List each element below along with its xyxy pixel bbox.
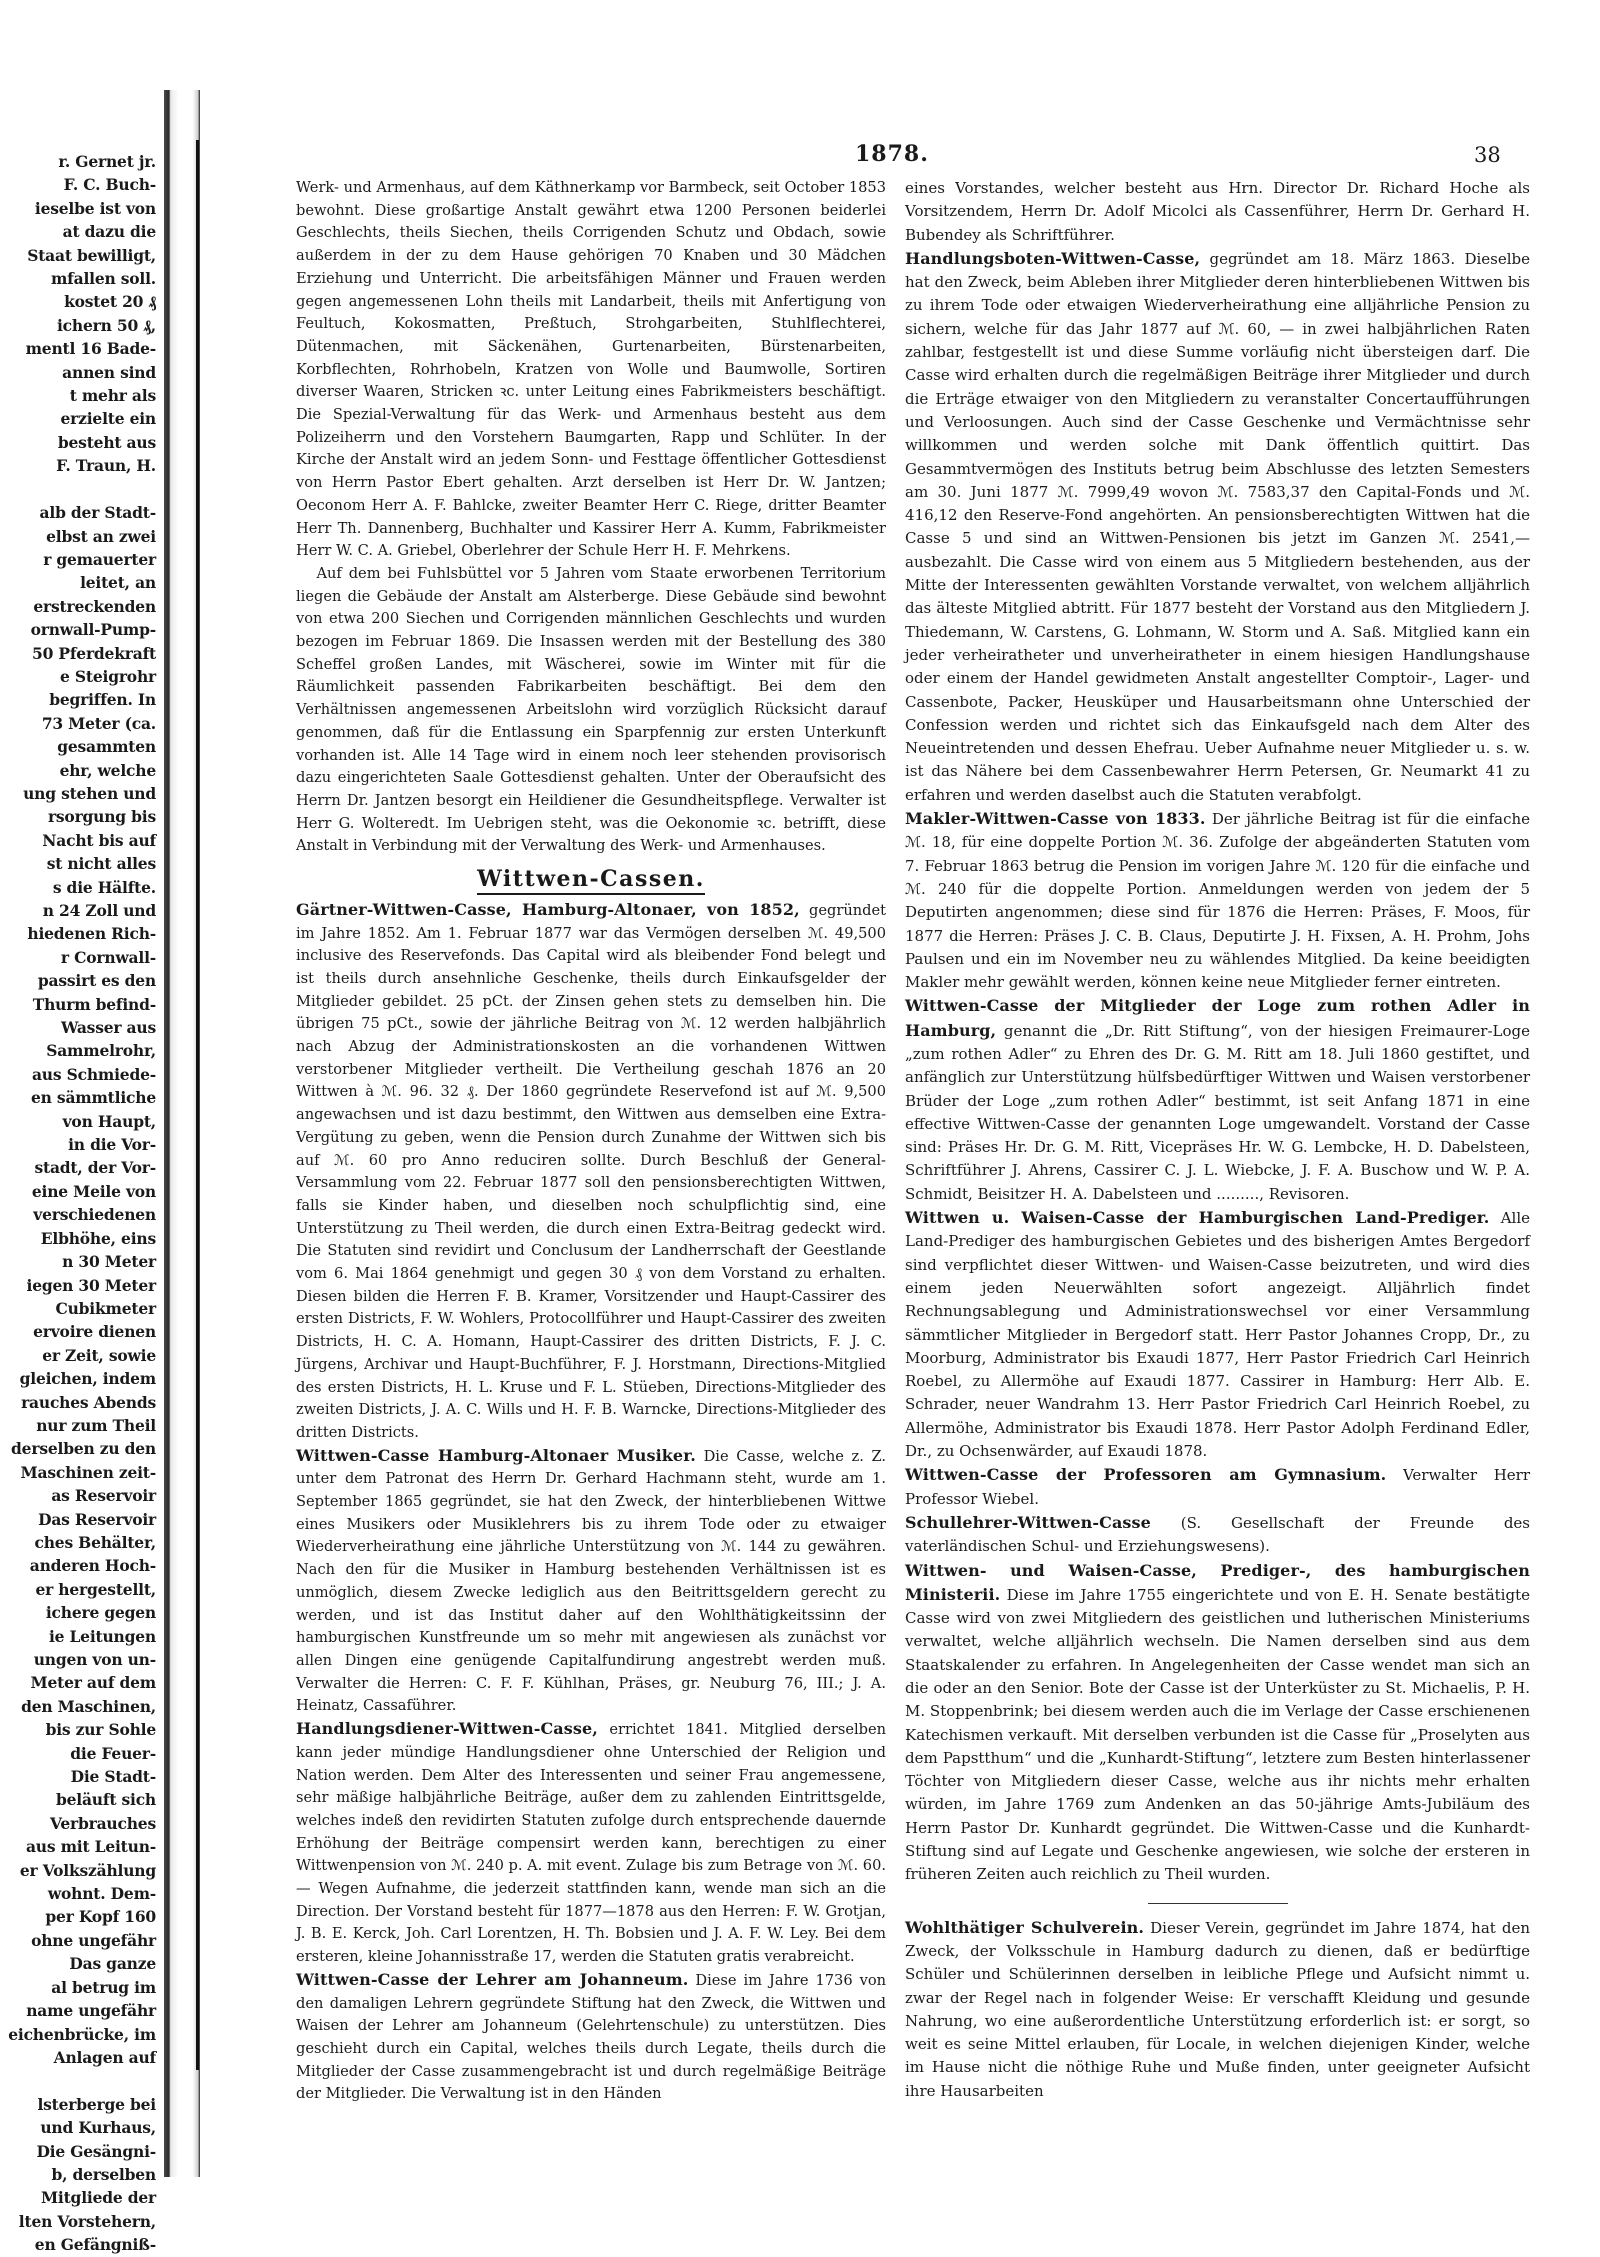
fragment-line: Die Stadt- [70, 1767, 156, 1787]
entry-text: Die Casse, welche z. Z. unter dem Patronat des Herrn Dr. Gerhard Hachmann steht, wurde am 1. September 1865 gegründet, sie hat den Zweck, der hinterbliebenen Wittwe eines Musikers oder Musiklehrers bis zu ihrem Tode oder zu etwaiger Wiederverheirathung eine jährliche Unterstützung von ℳ. 144 zu gewähren. Nach den für die Musiker in Hamburg bestehenden Verhältnissen ist es unmöglich, diesem Zwecke lediglich aus den Beitrittsgeldern gerecht zu werden, und ist das Institut daher auf den Wohlthätigkeitssinn der hamburgischen Kunstfreunde um so mehr mit angewiesen als zunächst vor allen Dingen eine genügende Capitalfundirung angestrebt werden muß. Verwalter die Herren: C. F. F. Kühlhan, Präses, gr. Neuburg 76, III.; J. A. Heinatz, Cassaführer. [296, 1447, 887, 1715]
gutter-edge [196, 140, 199, 2070]
entry-text: gegründet im Jahre 1852. Am 1. Februar 1877 war das Vermögen derselben ℳ. 49,500 inclusive des Reservefonds. Das Capital wird als bleibender Fond belegt und ist theils durch ansehnliche Geschenke, theils durch Einkaufsgelder der Mitglieder gebildet. 25 pCt. der Zinsen gehen stets zu demselben hin. Die übrigen 75 pCt., sowie der jährliche Beitrag von ℳ. 12 werden halbjährlich nach Abzug der Administrationskosten an die vorhandenen Wittwen verstorbener Mitglieder vertheilt. Die Vertheilung geschah 1876 an 20 Wittwen à ℳ. 96. 32 ₰. Der 1860 gegründete Reservefond ist auf ℳ. 9,500 angewachsen und ist dazu bestimmt, den Wittwen aus demselben eine Extra-Vergütung zu geben, wenn die Pension durch Zunahme der Wittwen sich bis auf ℳ. 60 pro Anno reduciren sollte. Durch Beschluß der General-Versammlung vom 22. Februar 1877 soll den pensionsberechtigten Wittwen, falls sie Kinder haben, und dieselben noch schulpflichtig sind, eine Unterstützung zu Theil werden, die durch einen Extra-Beitrag gedeckt wird. Die Statuten sind revidirt und Conclusum der Landherrschaft der Geestlande vom 6. Mai 1864 genehmigt und gegen 30 ₰ von dem Vorstand zu erhalten. Diesen bilden die Herren F. B. Kramer, Vorsitzender und Haupt-Cassirer des ersten Districts, F. W. Wohlers, Protocollführer und Haupt-Cassirer des zweiten Districts, H. C. A. Homann, Haupt-Cassirer des dritten Districts, F. J. C. Jürgens, Archivar und Haupt-Buchführer, F. J. Horstmann, Directions-Mitglied des ersten Districts, H. L. Kruse und F. L. Stüeben, Directions-Mitglieder des zweiten Districts, J. A. C. Wills und H. F. B. Warncke, Directions-Mitglieder des dritten Districts. [296, 901, 886, 1441]
entry-heading: Handlungsboten-Wittwen-Casse, [905, 248, 1201, 268]
fragment-line: derselben zu den [11, 1439, 156, 1459]
fragment-line: er hergestellt, [35, 1579, 156, 1599]
entry-text: Verwalter Herr Professor Wiebel. [905, 1466, 1530, 1508]
fragment-line: 73 Meter (ca. [41, 713, 156, 733]
fragment-line: Anlagen auf [53, 2047, 156, 2067]
entry-paragraph [905, 1206, 1530, 1463]
entry-heading: Wittwen- und Waisen-Casse, Prediger-, des hamburgischen Ministerii. [905, 1560, 1530, 1604]
fragment-line: Staat bewilligt, [27, 245, 156, 265]
fragment-line: Meter auf dem [30, 1673, 156, 1693]
fragment-line: verschiedenen [33, 1205, 156, 1225]
fragment-line: Elbhöhe, eins [40, 1228, 156, 1248]
fragment-line: gesammten [57, 737, 156, 757]
fragment-line: Maschinen zeit- [20, 1462, 156, 1482]
fragment-line: alb der Stadt- [39, 503, 156, 523]
fragment-line: aus mit Leitun- [25, 1837, 156, 1857]
fragment-line: n 24 Zoll und [42, 901, 156, 920]
fragment-line: ungen von un- [33, 1650, 156, 1669]
fragment-line: st nicht alles [46, 854, 156, 874]
entry-list [905, 247, 1530, 1887]
entry-heading: Wittwen-Casse der Mitglieder der Loge zum rothen Adler in Hamburg, [905, 996, 1530, 1040]
fragment-line: Verbrauches [49, 1813, 156, 1833]
left-text-column [296, 177, 886, 2106]
fragment-line: die Feuer- [70, 1743, 156, 1763]
fragment-line: leitet, an [80, 573, 156, 593]
fragment-line: iegen 30 Meter [26, 1275, 156, 1295]
fragment-line: F. C. Buch- [63, 175, 156, 195]
fragment-line: ornwall-Pump- [30, 620, 156, 640]
entry-heading: Gärtner-Wittwen-Casse, Hamburg-Altonaer, von 1852, [296, 899, 800, 919]
fragment-line: ohne ungefähr [31, 1930, 156, 1950]
entry-heading: Wittwen u. Waisen-Casse der Hamburgischen Land-Prediger. [905, 1208, 1490, 1228]
fragment-line: ches Behälter, [34, 1532, 156, 1552]
fragment-line: at dazu die [62, 222, 156, 242]
fragment-line: Wasser aus [60, 1018, 156, 1038]
fragment-line: ichere gegen [45, 1603, 156, 1623]
entry-text: Dieser Verein, gegründet im Jahre 1874, hat den Zweck, der Volksschule in Hamburg dadurch zu dienen, daß er bedürftige Schüler und Schülerinnen derselben in leibliche Pflege und Aufsicht nimmt u. zwar der Regel nach in folgender Weise: Er verschafft Kleidung und gesunde Nahrung, wo eine außerordentliche Unterstützung erforderlich ist: er sorgt, so weit es seine Mittel erlauben, für Locale, in welchen diejenigen Kinder, welche im Hause nicht die nöthige Ruhe und Muße finden, unter geeigneter Aufsicht ihre Hausarbeiten [905, 1918, 1530, 2100]
facing-page-fragment [0, 150, 160, 2255]
fragment-line: ieselbe ist von [34, 198, 156, 218]
entry-paragraph [905, 1463, 1530, 1511]
entry-text: Alle Land-Prediger des hamburgischen Gebietes und des bisherigen Amtes Bergedorf sind verpflichtet dieser Wittwen- und Waisen-Casse beizutreten, und wird dies einem jeden Neuerwählten sofort angezeigt. Alljährlich findet Rechnungsablegung und Administrationswechsel vor einer Versammlung sämmtlicher Mitglieder in Bergedorf statt. Herr Pastor Johannes Cropp, Dr., zu Moorburg, Administrator bis Exaudi 1877, Herr Pastor Friedrich Carl Heinrich Roebel, zu Allermöhe auf Exaudi 1877. Cassirer in Hamburg: Herr Alb. E. Schrader, neuer Wandrahm 13. Herr Pastor Friedrich Carl Heinrich Roebel, zu Allermöhe, Administrator bis Exaudi 1878. Herr Pastor Adolph Ferdinand Edler, Dr., zu Ochsenwärder, auf Exaudi 1878. [905, 1209, 1530, 1461]
fragment-line: ervoire dienen [33, 1322, 156, 1342]
section-title-text: Wittwen-Cassen. [477, 866, 705, 895]
entry-paragraph [296, 899, 886, 1445]
fragment-line: er Zeit, sowie [42, 1345, 156, 1365]
fragment-line: erstreckenden [33, 596, 156, 616]
fragment-line: annen sind [62, 362, 156, 382]
entry-paragraph [905, 807, 1530, 994]
entry-text: gegründet am 18. März 1863. Dieselbe hat den Zweck, beim Ableben ihrer Mitglieder deren hinterbliebenen Wittwen bis zu ihrem Tode oder etwaigen Wiederverheirathung eine alljährliche Pension zu sichern, welche für das Jahr 1877 auf ℳ. 60, — in zwei halbjährlichen Raten zahlbar, festgestellt ist und diese Summe vorläufig nicht übersteigen darf. Die Casse wird erhalten durch die regelmäßigen Beiträge ihrer Mitglieder und durch die Erträge etwaiger von den Mitgliedern zu veranstalter Concertaufführungen und Verloosungen. Auch sind der Casse Geschenke und Vermächtnisse sehr willkommen und werden solche mit Dank öffentlich quittirt. Das Gesammtvermögen des Instituts betrug beim Abschlusse des letzten Semesters am 30. Juni 1877 ℳ. 7999,49 wovon ℳ. 7583,37 den Capital-Fonds und ℳ. 416,12 den Reserve-Fond angehörten. An pensionsberechtigten Wittwen hat die Casse 5 und sind an Wittwen-Pensionen bis jetzt im Ganzen ℳ. 2541,— ausbezahlt. Die Casse wird von einem aus 5 Mitgliedern bestehenden, aus der Mitte der Interessenten gewählten Vorstande verwaltet, von welchem alljährlich das älteste Mitglied abtritt. Für 1877 besteht der Vorstand aus den Mitgliedern J. Thiedemann, W. Carstens, G. Lohmann, W. Storm und A. Saß. Mitglied kann ein jeder verheiratheter und unverheiratheter in einem hiesigen Handlungshause oder einem der Handel gewidmeten Anstalt angestellter Comptoir-, Lager- und Cassenbote, Packer, Heusküper und Hausarbeitsmann ohne Unterschied der Confession werden und richtet sich das Einkaufsgeld nach dem Alter des Neueintretenden und dessen Ehefrau. Ueber Aufnahme neuer Mitglieder u. s. w. ist das Nähere bei dem Cassenbewahrer Herrn Petersen, Gr. Neumarkt 41 zu erfahren und werden daselbst auch die Statuten verabfolgt. [905, 249, 1530, 804]
fragment-line: r gemauerter [43, 549, 156, 569]
entry-paragraph [296, 1969, 886, 2106]
fragment-line: s die Hälfte. [52, 877, 156, 897]
entry-text: errichtet 1841. Mitglied derselben kann jeder mündige Handlungsdiener ohne Unterschied der Religion und Nation werden. Dem Alter des Interessenten und seiner Frau angemessene, sehr mäßige halbjährliche Beiträge, außer dem zu zahlenden Eintrittsgelde, welches indeß den revidirten Statuten zufolge durch entsprechende dauernde Erhöhung der Beiträge compensirt werden kann, berechtigen zu einer Wittwenpension von ℳ. 240 p. A. mit event. Zulage bis zum Betrage von ℳ. 60. — Wegen Aufnahme, die jederzeit stattfinden kann, wende man sich an die Direction. Der Vorstand besteht für 1877—1878 aus den Herren: F. W. Grotjan, J. B. E. Kerck, Joh. Carl Lorentzen, H. Th. Bobsien und J. A. F. W. Ley. Bei dem ersteren, kleine Johannisstraße 17, werden die Statuten gratis verabreicht. [296, 1721, 887, 1966]
entry-text: Diese im Jahre 1736 von den damaligen Lehrern gegründete Stiftung hat den Zweck, die Wittwen und Waisen der Lehrer am Johanneum (Gelehrtenschule) zu unterstützen. Dies geschieht durch ein Capital, welches theils durch Legate, theils durch die Mitglieder der Casse zusammengebracht ist und durch regelmäßige Beiträge der Mitglieder. Die Verwaltung ist in den Händen [296, 1971, 887, 2103]
fragment-line: eine Meile von [31, 1181, 156, 1201]
fragment-line: den Maschinen, [21, 1696, 156, 1716]
fragment-line: Das Reservoir [38, 1509, 156, 1529]
fragment-line: as Reservoir [51, 1486, 156, 1506]
entry-heading: Wittwen-Casse der Professoren am Gymnasium. [905, 1465, 1387, 1485]
fragment-line: von Haupt, [62, 1111, 156, 1131]
entry-heading: Wohlthätiger Schulverein. [905, 1917, 1145, 1937]
entry-paragraph [296, 1718, 886, 1969]
fragment-line: e Steigrohr [60, 666, 156, 686]
fragment-line: ichern 50 ₰, [56, 315, 156, 335]
fragment-line: er Volkszählung [19, 1860, 156, 1880]
fragment-line: aus Schmiede- [31, 1064, 156, 1084]
fragment-line: hiedenen Rich- [27, 924, 156, 944]
fragment-line: name ungefähr [26, 2001, 156, 2021]
entry-paragraph [296, 1445, 886, 1718]
entry-paragraph [905, 247, 1530, 807]
fragment-line: in die Vor- [68, 1135, 156, 1155]
entry-text: (S. Gesellschaft der Freunde des vaterländischen Schul- und Erziehungswesens). [905, 1513, 1530, 1556]
fragment-line: rsorgung bis [47, 807, 156, 827]
fragment-line: Mitgliede der [40, 2188, 156, 2208]
fragment-line: beläuft sich [55, 1790, 156, 1810]
fragment-line: en sämmtliche [30, 1088, 156, 1108]
fragment-line: ie Leitungen [48, 1626, 156, 1646]
separator-rule [1148, 1903, 1288, 1904]
entry-paragraph [905, 1511, 1530, 1559]
entry-heading: Handlungsdiener-Wittwen-Casse, [296, 1719, 598, 1739]
entry-text: Diese im Jahre 1755 eingerichtete und von E. H. Senate bestätigte Casse wird von zwei Mitgliedern des geistlichen und lutherischen Ministeriums verwaltet, welche alljährlich wechseln. Die Namen derselben sind aus dem Staatskalender zu erfahren. In Angelegenheiten der Casse wendet man sich an die oder an den Senior. Bote der Casse ist der Unterküster zu St. Michaelis, P. H. M. Stoppenbrink; bei diesem werden auch die im Verlage der Casse erschienenen Katechismen verkauft. Mit derselben verbunden ist die Casse für „Proselyten aus dem Papstthum“ und die „Kunhardt-Stiftung“, letztere zum Besten hinterlassener Töchter von Mitgliedern dieser Casse, welche aus ihr nichts mehr erhalten würden, im Jahre 1769 zum Andenken an das 50-jährige Amts-Jubiläum des Herrn Pastor Dr. Kunhardt gegründet. Die Wittwen-Casse und die Kunhardt-Stiftung sind auf Legate und Geschenke angewiesen, wie solche der ersteren in früheren Zeiten auch reichlich zu Theil wurden. [905, 1585, 1530, 1884]
fragment-line: b, derselben [51, 2164, 156, 2184]
fragment-line: bis zur Sohle [45, 1720, 156, 1740]
fragment-line: wohnt. Dem- [47, 1884, 156, 1904]
fragment-line: erzielte ein [60, 409, 156, 429]
intro-paragraph: Auf dem bei Fuhlsbüttel vor 5 Jahren vom Staate erworbenen Territorium liegen die Gebäude der Anstalt am Alsterberge. Diese Gebäude sind bewohnt von etwa 200 Siechen und Corrigenden männlichen Geschlechts und wurden bezogen im Februar 1869. Die Insassen werden mit der Bestellung des 380 Scheffel großen Landes, mit Wäscherei, sowie im Winter mit für die Räumlichkeit passenden Fabrikarbeiten beschäftigt. Bei dem den Verhältnissen angemessenen Arbeitslohn wird vorzüglich Rücksicht darauf genommen, daß für die Entlassung ein Sparpfennig zur ersten Unterkunft vorhanden ist. Alle 14 Tage wird in einem noch leer stehenden provisorisch dazu eingerichteten Saale Gottesdienst gehalten. Unter der Oberaufsicht des Herrn Dr. Jantzen besorgt ein Heildiener die Gesundheitspflege. Verwalter ist Herr G. Wolteredt. Im Uebrigen steht, was die Oekonomie ꝛc. betrifft, diese Anstalt in Verbindung mit der Verwaltung des Werk- und Armenhauses. [296, 564, 886, 855]
fragment-line: lten Vorstehern, [18, 2211, 156, 2231]
fragment-line: gleichen, indem [19, 1369, 156, 1389]
fragment-line: Das ganze [69, 1954, 156, 1974]
fragment-line: r Cornwall- [60, 947, 156, 967]
fragment-line [0, 478, 160, 501]
fragment-line: eichenbrücke, im [8, 2024, 156, 2044]
fragment-line: F. Traun, H. [56, 456, 156, 476]
fragment-line: ehr, welche [59, 760, 156, 780]
fragment-line: ung stehen und [23, 783, 156, 803]
book-gutter [164, 90, 200, 2177]
fragment-line: Nacht bis auf [42, 830, 156, 850]
fragment-line: besteht aus [57, 432, 156, 452]
entry-paragraph [905, 1559, 1530, 1887]
fragment-line: Cubikmeter [55, 1298, 156, 1318]
fragment-line [0, 2069, 160, 2092]
entry-paragraph [905, 994, 1530, 1206]
fragment-line: al betrug im [51, 1977, 156, 1997]
fragment-line: anderen Hoch- [29, 1556, 156, 1576]
entry-list [296, 899, 886, 2106]
fragment-line: 50 Pferdekraft [32, 643, 156, 663]
fragment-line: stadt, der Vor- [34, 1158, 156, 1178]
entry-text: genannt die „Dr. Ritt Stiftung“, von der hiesigen Freimaurer-Loge „zum rothen Adler“ zu Ehren des Dr. G. M. Ritt am 18. Juli 1860 gestiftet, und anfänglich zur Unterstützung hülfsbedürftiger Wittwen und Waisen verstorbener Brüder der Loge „zum rothen Adler“ bestimmt, ist seit Anfang 1871 in eine effective Wittwen-Casse der genannten Loge umgewandelt. Vorstand der Casse sind: Präses Hr. Dr. G. M. Ritt, Vicepräses Hr. W. G. Lembcke, H. D. Dabelsteen, Schriftführer J. Ahrens, Cassirer C. J. L. Wiebcke, J. F. A. Buschow und W. P. A. Schmidt, Beisitzer H. A. Dabelsteen und ........., Revisoren. [905, 1021, 1530, 1203]
fragment-line: per Kopf 160 [45, 1907, 156, 1927]
continuation-paragraph: eines Vorstandes, welcher besteht aus Hrn. Director Dr. Richard Hoche als Vorsitzendem, Herrn Dr. Adolf Micolci als Cassenführer, Herrn Dr. Gerhard H. Bubendey als Schriftführer. [905, 179, 1530, 244]
fragment-line: en Gefängniß- [34, 2235, 156, 2255]
fragment-line: r. Gernet jr. [58, 152, 156, 171]
fragment-line: Thurm befind- [32, 994, 156, 1014]
fragment-line: kostet 20 ₰ [64, 292, 156, 312]
page-number: 38 [1474, 143, 1501, 167]
fragment-line: mfallen soll. [50, 269, 156, 289]
entry-heading: Wittwen-Casse Hamburg-Altonaer Musiker. [296, 1445, 696, 1465]
entry-heading: Makler-Wittwen-Casse von 1833. [905, 809, 1206, 829]
fragment-line: Sammelrohr, [46, 1041, 156, 1061]
fragment-line: Die Gesängni- [36, 2141, 156, 2161]
section-title [296, 868, 886, 891]
right-text-column [905, 177, 1530, 2103]
entry-paragraph [905, 1916, 1530, 2103]
fragment-line: begriffen. In [49, 690, 156, 710]
fragment-line: lsterberge bei [37, 2094, 156, 2114]
entry-heading: Wittwen-Casse der Lehrer am Johanneum. [296, 1969, 689, 1989]
fragment-line: n 30 Meter [62, 1252, 156, 1272]
intro-paragraph: Werk- und Armenhaus, auf dem Käthnerkamp vor Barmbeck, seit October 1853 bewohnt. Diese großartige Anstalt gewährt etwa 1200 Personen beiderlei Geschlechts, theils Siechen, theils Corrigenden Schutz und Obdach, sowie außerdem in der zu dem Hause gehörigen 70 Knaben und 30 Mädchen Erziehung und Unterricht. Die arbeitsfähigen Männer und Frauen werden gegen angemessenen Lohn theils mit Landarbeit, theils mit Anfertigung von Feultuch, Kokosmatten, Preßtuch, Strohgarbeiten, Stuhlflechterei, Dütenmachen, mit Säckenähen, Gurtenarbeiten, Bürstenarbeiten, Korbflechten, Rohrhobeln, Kratzen von Wolle und Baumwolle, Sortiren diverser Waaren, Stricken ꝛc. unter Leitung eines Fabrikmeisters beschäftigt. Die Spezial-Verwaltung für das Werk- und Armenhaus besteht aus dem Polizeiherrn und den Vorstehern Baumgarten, Rapp und Schlüter. In der Kirche der Anstalt wird an jedem Sonn- und Festtage öffentlicher Gottesdienst von Herrn Pastor Ebert gehalten. Arzt derselben ist Herr Dr. W. Jantzen; Oeconom Herr A. F. Bahlcke, zweiter Beamter Herr C. Riege, dritter Beamter Herr Th. Dannenberg, Buchhalter und Kassirer Herr A. Kumm, Fabrikmeister Herr W. C. A. Griebel, Oberlehrer der Schule Herr H. F. Mehrkens. [296, 179, 886, 560]
fragment-line: t mehr als [69, 386, 156, 406]
fragment-line: mentl 16 Bade- [25, 339, 156, 359]
fragment-line: und Kurhaus, [40, 2118, 156, 2138]
entry-text: Der jährliche Beitrag ist für die einfache ℳ. 18, für eine doppelte Portion ℳ. 36. Zufolge der abgeänderten Statuten vom 7. Februar 1863 betrug die Pension im vorigen Jahre ℳ. 120 für die einfache und ℳ. 240 für die doppelte Portion. Anmeldungen werden von jedem der 5 Deputirten angenommen; diese sind für 1876 die Herren: Präses, F. Moos, für 1877 die Herren: Präses J. C. B. Claus, Deputirte J. H. Fixsen, A. H. Prohm, Johs Paulsen und ein im November neu zu wählendes Mitglied. Da keine beeidigten Makler mehr gewählt werden, können keine neue Mitglieder ferner eintreten. [905, 810, 1531, 992]
running-head-year: 1878. [855, 141, 929, 167]
fragment-line: elbst an zwei [46, 526, 156, 546]
fragment-line: nur zum Theil [36, 1415, 156, 1435]
fragment-line: passirt es den [37, 971, 156, 991]
fragment-line: rauches Abends [21, 1392, 156, 1412]
entry-heading: Schullehrer-Wittwen-Casse [905, 1512, 1151, 1532]
